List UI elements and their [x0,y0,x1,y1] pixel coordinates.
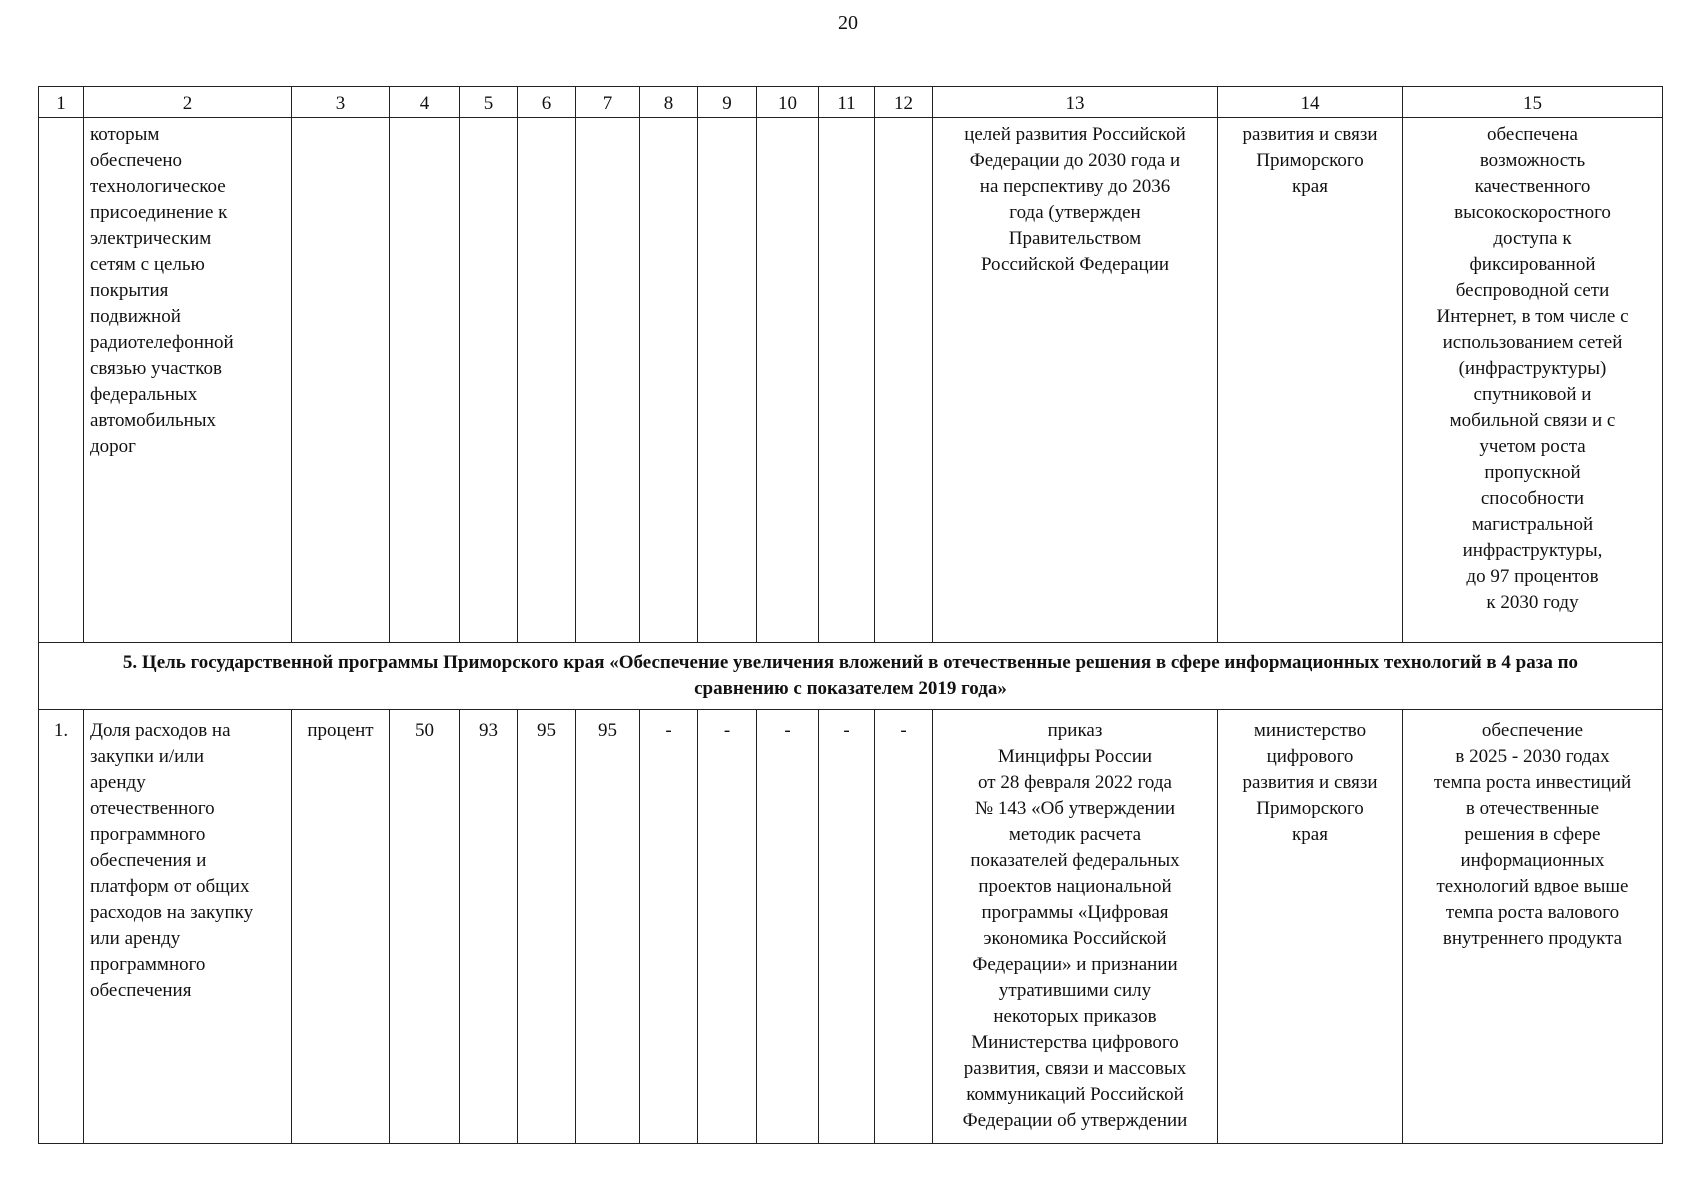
value-cell: - [698,710,757,1144]
page-number: 20 [838,12,858,34]
table-header-row [39,87,1663,118]
value-cell: 95 [576,710,640,1144]
column-header: 13 [933,87,1218,118]
column-header: 11 [819,87,875,118]
basis-document-cell: целей развития Российской Федерации до 2030 года и на перспективу до 2036 года (утвержден Правительством Российской Федерации [933,118,1218,643]
value-cell: 50 [390,710,460,1144]
column-header: 6 [518,87,576,118]
table-cell [757,118,819,643]
responsible-body-cell: министерство цифрового развития и связи Приморского края [1218,710,1403,1144]
table-cell [460,118,518,643]
column-header: 1 [39,87,84,118]
table-cell [390,118,460,643]
table-row [39,710,1663,1144]
value-cell: - [757,710,819,1144]
national-goal-link-cell: обеспечена возможность качественного высокоскоростного доступа к фиксированной беспроводной сети Интернет, в том числе с использованием сетей (инфраструктуры) спутниковой и мобильной связи и с учетом роста пропускной способности магистральной инфраструктуры, до 97 процентов к 2030 году [1403,118,1663,643]
indicator-name-cell: которым обеспечено технологическое присоединение к электрическим сетям с целью покрытия подвижной радиотелефонной связью участков федеральных автомобильных дорог [84,118,292,643]
table-cell [39,118,84,643]
row-number-cell: 1. [39,710,84,1144]
table-cell [518,118,576,643]
value-cell: 93 [460,710,518,1144]
column-header: 10 [757,87,819,118]
column-header: 4 [390,87,460,118]
basis-document-cell: приказ Минцифры России от 28 февраля 2022 года № 143 «Об утверждении методик расчета показателей федеральных проектов национальной программы «Цифровая экономика Российской Федерации» и признании утратившими силу некоторых приказов Министерства цифрового развития, связи и массовых коммуникаций Российской Федерации об утверждении [933,710,1218,1144]
column-header: 5 [460,87,518,118]
value-cell: - [819,710,875,1144]
indicator-name-cell: Доля расходов на закупки и/или аренду отечественного программного обеспечения и платформ от общих расходов на закупку или аренду программного обеспечения [84,710,292,1144]
table-cell [292,118,390,643]
table-cell [819,118,875,643]
section-heading: 5. Цель государственной программы Приморского края «Обеспечение увеличения вложений в отечественные решения в сфере информационных технологий в 4 раза по сравнению с показателем 2019 года» [39,643,1663,710]
column-header: 14 [1218,87,1403,118]
responsible-body-cell: развития и связи Приморского края [1218,118,1403,643]
value-cell: - [875,710,933,1144]
table-row-continuation [39,118,1663,643]
table-cell [698,118,757,643]
column-header: 3 [292,87,390,118]
table-cell [640,118,698,643]
value-cell: - [640,710,698,1144]
column-header: 9 [698,87,757,118]
table-cell [576,118,640,643]
column-header: 2 [84,87,292,118]
column-header: 8 [640,87,698,118]
table-cell [875,118,933,643]
value-cell: 95 [518,710,576,1144]
column-header: 15 [1403,87,1663,118]
column-header: 7 [576,87,640,118]
unit-cell: процент [292,710,390,1144]
indicators-table [38,86,1663,1144]
national-goal-link-cell: обеспечение в 2025 - 2030 годах темпа роста инвестиций в отечественные решения в сфере информационных технологий вдвое выше темпа роста валового внутреннего продукта [1403,710,1663,1144]
section-heading-row [39,643,1663,710]
column-header: 12 [875,87,933,118]
